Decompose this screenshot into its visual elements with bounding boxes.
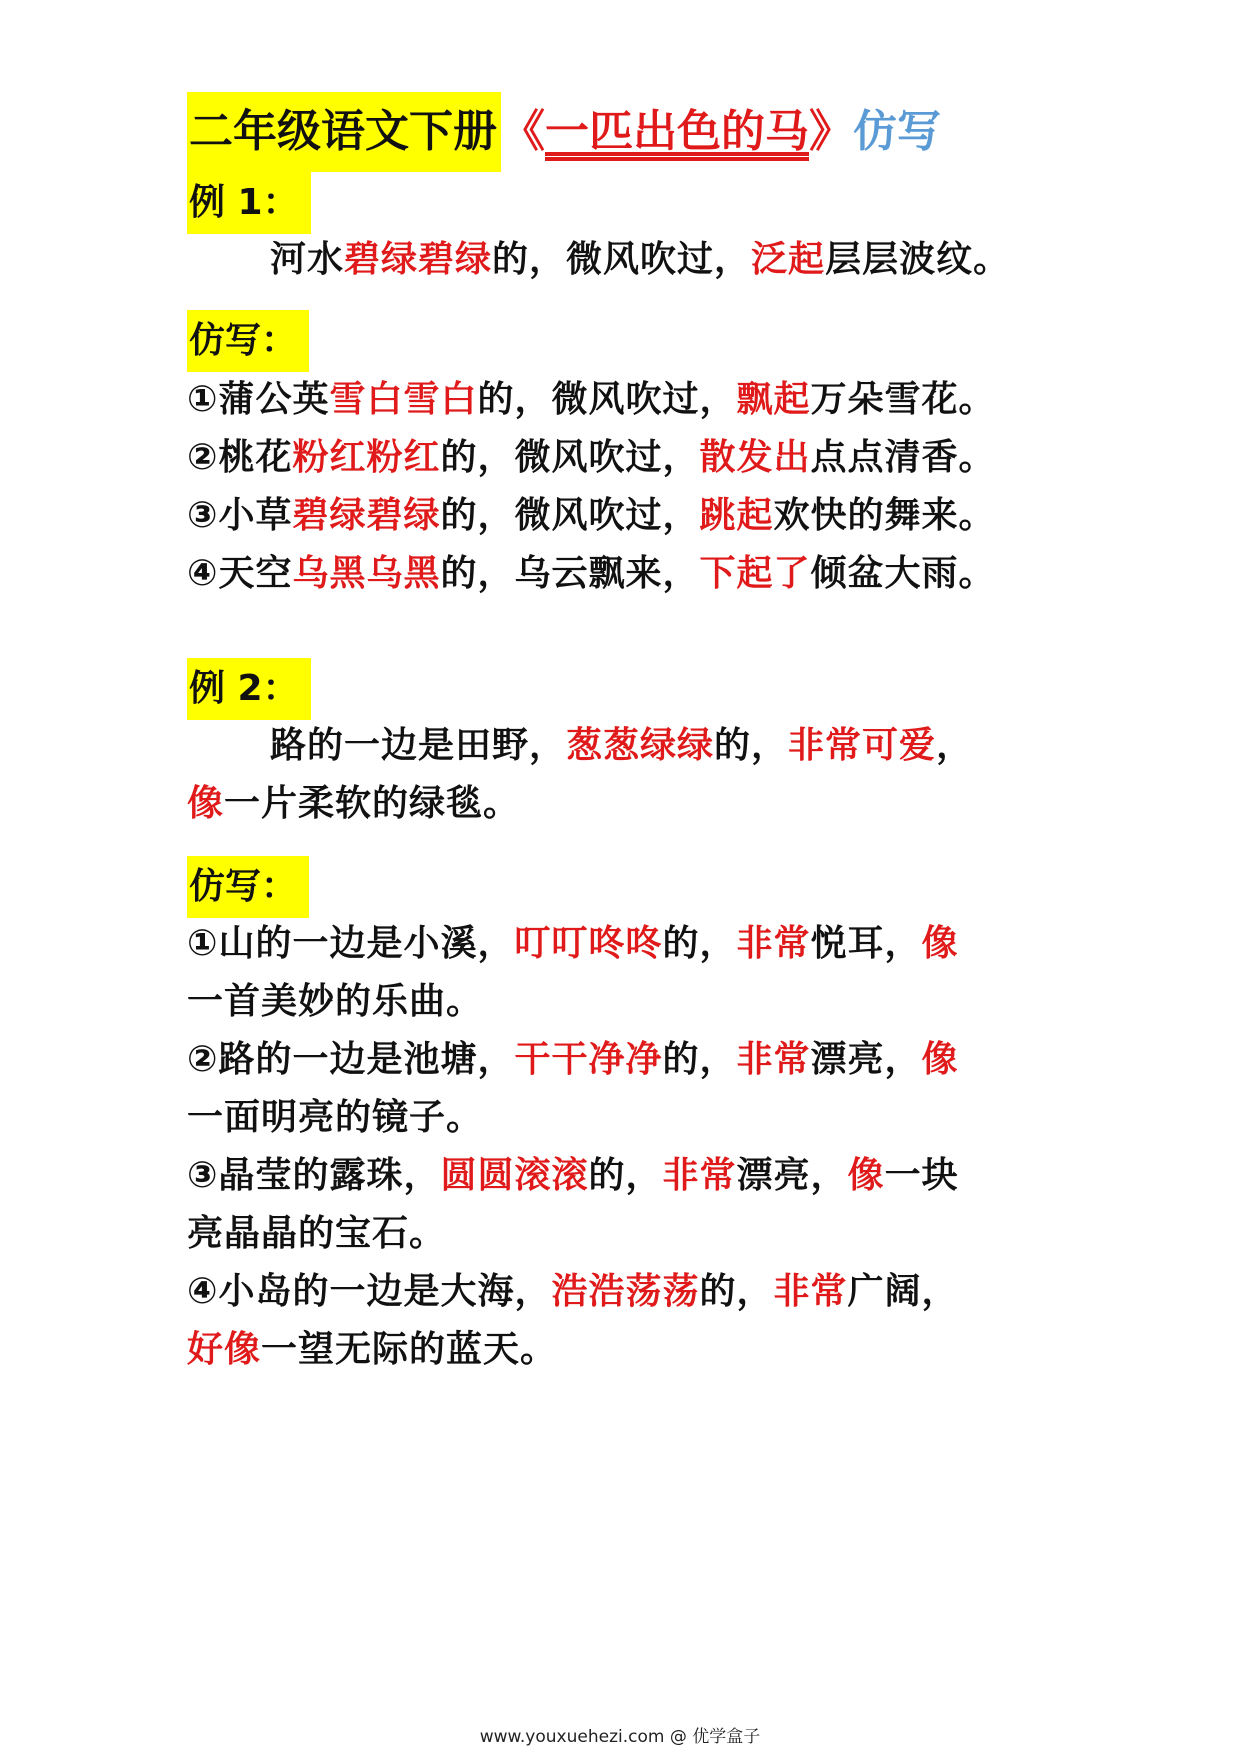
sentence-emphasis: 雪白雪白 bbox=[329, 379, 478, 420]
sentence-emphasis: 乌黑乌黑 bbox=[292, 553, 441, 594]
sentence-emphasis: 像 bbox=[847, 1155, 885, 1196]
sentence-part: 漂亮， bbox=[810, 1039, 922, 1080]
sentence-part: 欢快的舞来。 bbox=[773, 495, 996, 536]
sentence-part: 的，微风吹过， bbox=[440, 437, 700, 478]
example1-imitation-4 bbox=[187, 542, 996, 606]
sentence-emphasis: 非常可爱 bbox=[788, 725, 937, 766]
example2-imitation-2-line1 bbox=[187, 1028, 959, 1092]
title-mode: 仿写 bbox=[853, 106, 941, 157]
example2-sentence-line1 bbox=[270, 714, 973, 778]
sentence-part: 的，微风吹过， bbox=[477, 379, 737, 420]
example2-sentence-line2 bbox=[187, 772, 520, 836]
sentence-emphasis: 碧绿碧绿 bbox=[344, 239, 493, 280]
example2-label: 例 2： bbox=[187, 658, 311, 720]
sentence-part: ①山的一边是小溪， bbox=[187, 923, 515, 964]
sentence-part: 的， bbox=[588, 1155, 663, 1196]
sentence-emphasis: 像 bbox=[921, 923, 959, 964]
sentence-emphasis: 非常 bbox=[736, 923, 811, 964]
sentence-emphasis: 浩浩荡荡 bbox=[551, 1271, 700, 1312]
sentence-part: 倾盆大雨。 bbox=[810, 553, 996, 594]
sentence-part: ， bbox=[936, 725, 974, 766]
example2-imitation-4-line1 bbox=[187, 1260, 959, 1324]
sentence-part: 层层波纹。 bbox=[825, 239, 1011, 280]
title-book-open: 《 bbox=[501, 106, 545, 157]
sentence-part: 一首美妙的乐曲。 bbox=[187, 981, 484, 1022]
page-title bbox=[187, 92, 941, 172]
sentence-part: 的，乌云飘来， bbox=[440, 553, 700, 594]
sentence-part: 一面明亮的镜子。 bbox=[187, 1097, 484, 1138]
sentence-part: 的， bbox=[662, 1039, 737, 1080]
sentence-part: 的， bbox=[699, 1271, 774, 1312]
sentence-part: 的，微风吹过， bbox=[492, 239, 752, 280]
sentence-emphasis: 干干净净 bbox=[514, 1039, 663, 1080]
sentence-part: 的， bbox=[662, 923, 737, 964]
example1-label: 例 1： bbox=[187, 172, 311, 234]
sentence-part: 一片柔软的绿毯。 bbox=[224, 783, 521, 824]
sentence-emphasis: 泛起 bbox=[751, 239, 826, 280]
sentence-part: 悦耳， bbox=[810, 923, 922, 964]
sentence-part: 一块 bbox=[884, 1155, 959, 1196]
sentence-emphasis: 好像 bbox=[187, 1329, 262, 1370]
example1-imitation-3 bbox=[187, 484, 996, 548]
example2-imitation-4-line2 bbox=[187, 1318, 557, 1382]
sentence-part: ③小草 bbox=[187, 495, 293, 536]
sentence-emphasis: 非常 bbox=[773, 1271, 848, 1312]
sentence-part: 一望无际的蓝天。 bbox=[261, 1329, 558, 1370]
sentence-emphasis: 跳起 bbox=[699, 495, 774, 536]
example2-imitation-1-line2 bbox=[187, 970, 483, 1034]
example2-imitation-3-line2 bbox=[187, 1202, 446, 1266]
example1-sentence bbox=[270, 228, 1010, 292]
sentence-emphasis: 非常 bbox=[736, 1039, 811, 1080]
sentence-emphasis: 碧绿碧绿 bbox=[292, 495, 441, 536]
sentence-part: 路的一边是田野， bbox=[270, 725, 567, 766]
example1-imitation-2 bbox=[187, 426, 996, 490]
sentence-part: ③晶莹的露珠， bbox=[187, 1155, 441, 1196]
sentence-emphasis: 圆圆滚滚 bbox=[440, 1155, 589, 1196]
sentence-emphasis: 下起了 bbox=[699, 553, 811, 594]
sentence-part: 河水 bbox=[270, 239, 345, 280]
sentence-emphasis: 飘起 bbox=[736, 379, 811, 420]
example2-imitation-2-line2 bbox=[187, 1086, 483, 1150]
sentence-emphasis: 叮叮咚咚 bbox=[514, 923, 663, 964]
footer-watermark: www.youxuehezi.com @ 优学盒子 bbox=[479, 1727, 761, 1747]
sentence-part: 点点清香。 bbox=[810, 437, 996, 478]
sentence-part: ④天空 bbox=[187, 553, 293, 594]
sentence-emphasis: 非常 bbox=[662, 1155, 737, 1196]
example2-imitation-3-line1 bbox=[187, 1144, 959, 1208]
sentence-emphasis: 粉红粉红 bbox=[292, 437, 441, 478]
title-book-close: 》 bbox=[809, 106, 853, 157]
sentence-emphasis: 葱葱绿绿 bbox=[566, 725, 715, 766]
sentence-part: ①蒲公英 bbox=[187, 379, 330, 420]
sentence-emphasis: 散发出 bbox=[699, 437, 811, 478]
example2-imitate-label: 仿写： bbox=[187, 856, 309, 918]
sentence-part: 亮晶晶的宝石。 bbox=[187, 1213, 447, 1254]
sentence-emphasis: 像 bbox=[187, 783, 225, 824]
sentence-part: 的，微风吹过， bbox=[440, 495, 700, 536]
sentence-part: 万朵雪花。 bbox=[810, 379, 996, 420]
sentence-part: ②路的一边是池塘， bbox=[187, 1039, 515, 1080]
sentence-emphasis: 像 bbox=[921, 1039, 959, 1080]
sentence-part: ②桃花 bbox=[187, 437, 293, 478]
title-grade: 二年级语文下册 bbox=[187, 92, 501, 172]
sentence-part: 的， bbox=[714, 725, 789, 766]
sentence-part: ④小岛的一边是大海， bbox=[187, 1271, 552, 1312]
example1-imitate-label: 仿写： bbox=[187, 310, 309, 372]
example1-imitation-1 bbox=[187, 368, 996, 432]
title-lesson: 一匹出色的马 bbox=[545, 106, 809, 157]
sentence-part: 漂亮， bbox=[736, 1155, 848, 1196]
sentence-part: 广阔， bbox=[847, 1271, 959, 1312]
example2-imitation-1-line1 bbox=[187, 912, 959, 976]
